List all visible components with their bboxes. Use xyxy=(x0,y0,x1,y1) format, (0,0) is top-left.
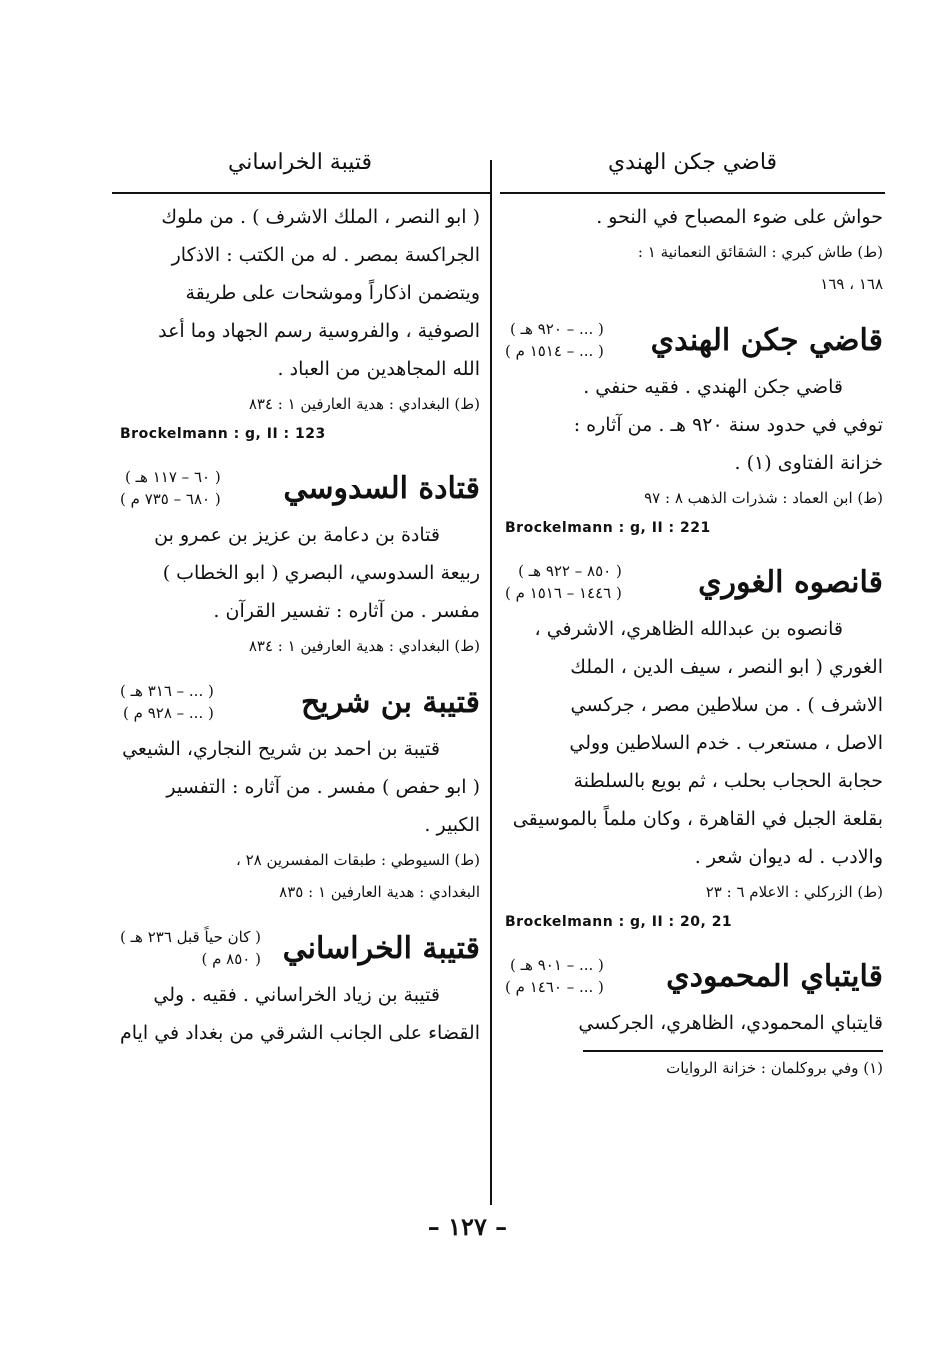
latin-reference: Brockelmann : g, II : 20, 21 xyxy=(505,914,733,930)
date-hijri: ( ٦٠ – ١١٧ هـ ) xyxy=(125,468,221,486)
date-hijri: ( ٨٥٠ – ٩٢٢ هـ ) xyxy=(518,562,622,580)
date-hijri: ( ... – ٣١٦ هـ ) xyxy=(120,682,214,700)
entry-name: قتيبة بن شريح xyxy=(300,684,480,720)
left-running-header: قتيبة الخراساني xyxy=(227,150,373,175)
entry-name: قايتباي المحمودي xyxy=(666,958,883,994)
entry-text: قتيبة بن زياد الخراساني . فقيه . ولي xyxy=(153,984,440,1006)
reference-line: (ط) طاش كبري : الشقائق النعمانية ١ : xyxy=(637,243,883,261)
continuation-text: حواش على ضوء المصباح في النحو . xyxy=(596,206,883,228)
page-number: – ١٢٧ – xyxy=(427,1212,508,1241)
left-column xyxy=(120,198,480,1052)
reference-line: (ط) البغدادي : هدية العارفين ١ : ٨٣٤ xyxy=(248,395,480,413)
reference-line: (ط) السيوطي : طبقات المفسرين ٢٨ ، xyxy=(235,851,480,869)
entry-text: ربيعة السدوسي، البصري ( ابو الخطاب ) xyxy=(162,562,480,584)
entry-text: قتادة بن دعامة بن عزيز بن عمرو بن xyxy=(154,524,440,546)
entry-text: قايتباي المحمودي، الظاهري، الجركسي xyxy=(578,1012,883,1034)
right-column xyxy=(505,198,883,1084)
entry-name: قانصوه الغوري xyxy=(698,564,883,600)
continuation-text: الله المجاهدين من العباد . xyxy=(277,358,480,380)
entry-dates xyxy=(120,466,221,510)
entry-text: الاشرف ) . من سلاطين مصر ، جركسي xyxy=(570,694,883,716)
continuation-text: الجراكسة بمصر . له من الكتب : الاذكار xyxy=(171,244,480,266)
date-gregorian: ( ٦٨٠ – ٧٣٥ م ) xyxy=(120,490,221,508)
entry-text: الغوري ( ابو النصر ، سيف الدين ، الملك xyxy=(570,656,883,678)
entry-text: القضاء على الجانب الشرقي من بغداد في ايام xyxy=(120,1022,480,1044)
entry-heading xyxy=(505,954,883,998)
entry-text: خزانة الفتاوى (١) . xyxy=(734,452,883,474)
entry-heading xyxy=(505,560,883,604)
entry-name: قاضي جكن الهندي xyxy=(650,322,883,358)
date-gregorian: ( ٨٥٠ م ) xyxy=(201,950,261,968)
entry-text: مفسر . من آثاره : تفسير القرآن . xyxy=(213,600,480,622)
continuation-text: ( ابو النصر ، الملك الاشرف ) . من ملوك xyxy=(161,206,480,228)
entry-text: قاضي جكن الهندي . فقيه حنفي . xyxy=(583,376,843,398)
entry-name: قتيبة الخراساني xyxy=(282,930,480,966)
entry-text: قانصوه بن عبدالله الظاهري، الاشرفي ، xyxy=(534,618,843,640)
continuation-text: الصوفية ، والفروسية رسم الجهاد وما أعد xyxy=(158,320,480,342)
date-gregorian: ( ... – ١٥١٤ م ) xyxy=(505,342,604,360)
right-header-rule xyxy=(500,192,885,194)
entry-text: ( ابو حفص ) مفسر . من آثاره : التفسير xyxy=(166,776,480,798)
latin-reference: Brockelmann : g, II : 123 xyxy=(120,426,326,442)
entry-text: حجابة الحجاب بحلب ، ثم بويع بالسلطنة xyxy=(573,770,883,792)
entry-text: الاصل ، مستعرب . خدم السلاطين وولي xyxy=(569,732,883,754)
date-hijri: ( ... – ٩٢٠ هـ ) xyxy=(510,320,604,338)
footnote: (١) وفي بروكلمان : خزانة الروايات xyxy=(666,1059,883,1077)
reference-line: (ط) الزركلي : الاعلام ٦ : ٢٣ xyxy=(705,883,883,901)
entry-text: بقلعة الجبل في القاهرة ، وكان ملماً بالموسيقى xyxy=(512,808,883,830)
date-gregorian: ( ... – ٩٢٨ م ) xyxy=(123,704,214,722)
latin-reference: Brockelmann : g, II : 221 xyxy=(505,520,711,536)
entry-dates xyxy=(505,318,604,362)
reference-line: ١٦٨ ، ١٦٩ xyxy=(820,275,883,293)
entry-text: قتيبة بن احمد بن شريح النجاري، الشيعي xyxy=(122,738,440,760)
column-divider xyxy=(490,160,492,1205)
entry-name: قتادة السدوسي xyxy=(283,470,480,506)
reference-line: (ط) البغدادي : هدية العارفين ١ : ٨٣٤ xyxy=(248,637,480,655)
date-hijri: ( كان حياً قبل ٢٣٦ هـ ) xyxy=(120,928,261,946)
entry-text: توفي في حدود سنة ٩٢٠ هـ . من آثاره : xyxy=(573,414,883,436)
entry-dates xyxy=(505,560,622,604)
left-header-rule xyxy=(112,192,490,194)
date-gregorian: ( ١٤٤٦ – ١٥١٦ م ) xyxy=(505,584,622,602)
reference-line: (ط) ابن العماد : شذرات الذهب ٨ : ٩٧ xyxy=(644,489,883,507)
entry-dates xyxy=(120,680,214,724)
entry-heading xyxy=(120,466,480,510)
right-running-header: قاضي جكن الهندي xyxy=(607,150,778,175)
entry-heading xyxy=(505,318,883,362)
entry-dates xyxy=(505,954,604,998)
entry-text: والادب . له ديوان شعر . xyxy=(694,846,883,868)
entry-heading xyxy=(120,926,480,970)
entry-heading xyxy=(120,680,480,724)
entry-dates xyxy=(120,926,261,970)
date-hijri: ( ... – ٩٠١ هـ ) xyxy=(510,956,604,974)
date-gregorian: ( ... – ١٤٦٠ م ) xyxy=(505,978,604,996)
continuation-text: ويتضمن اذكاراً وموشحات على طريقة xyxy=(185,282,480,304)
reference-line: البغدادي : هدية العارفين ١ : ٨٣٥ xyxy=(279,883,480,901)
entry-text: الكبير . xyxy=(424,814,480,836)
